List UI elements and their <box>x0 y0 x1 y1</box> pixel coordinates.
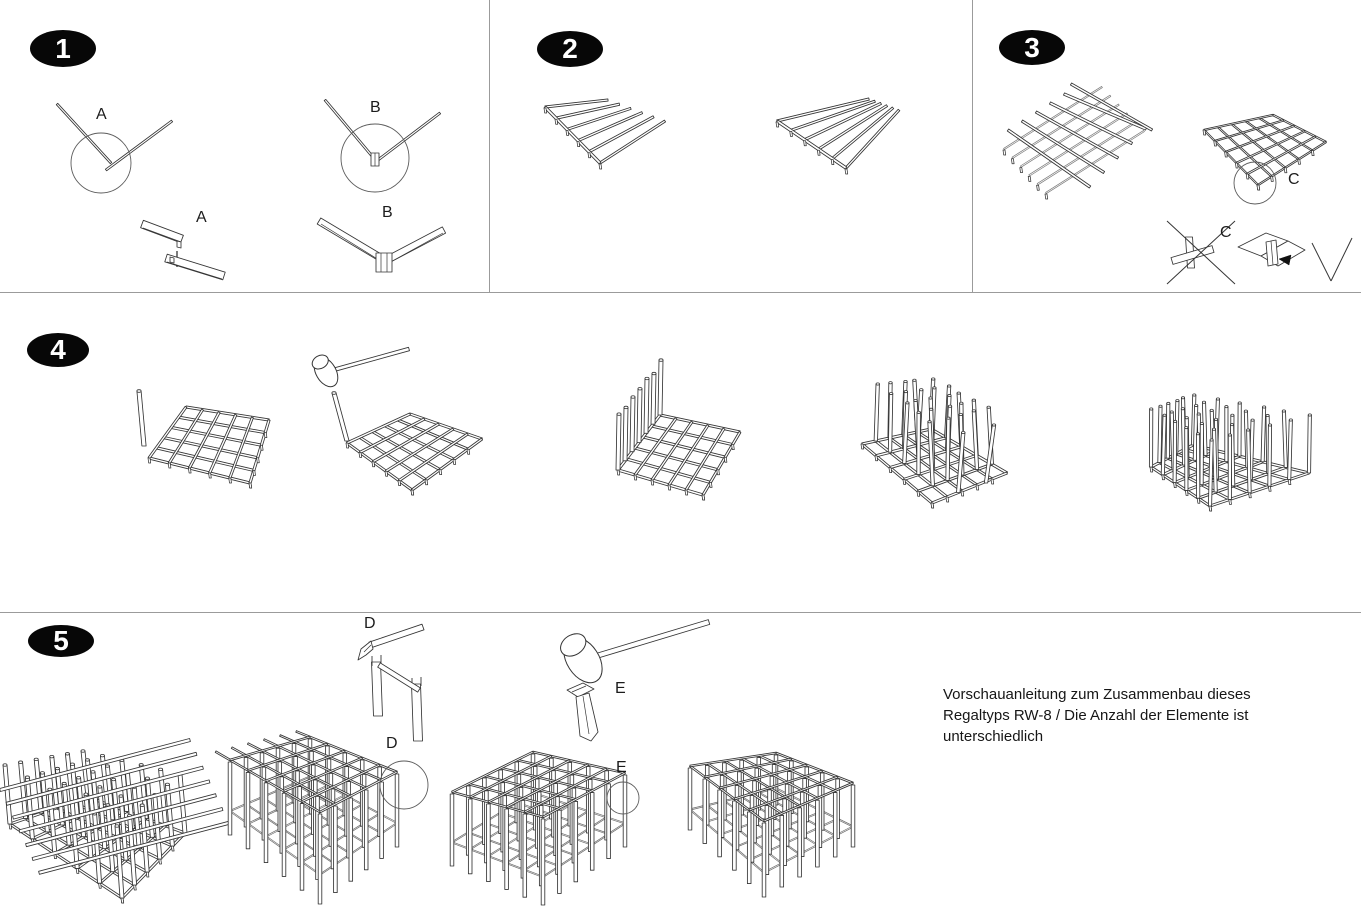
caption-line-2: Regaltyps RW-8 / Die Anzahl der Elemente ist <box>943 707 1249 724</box>
step1-rails-a <box>56 103 172 193</box>
step4-grid-posts-partial <box>861 378 1008 508</box>
label-step5-detail-d: D <box>364 615 376 632</box>
step5-joint-detail-d <box>358 624 424 741</box>
panel-divider-horizontal-2 <box>0 612 1361 613</box>
step-1-badge <box>30 30 96 67</box>
label-step5-detail-e: E <box>615 680 626 697</box>
step3-joint-detail-c-right <box>1238 233 1352 281</box>
step5-structure-caps <box>450 751 639 905</box>
label-step3-detail-c: C <box>1220 224 1232 241</box>
step5-structure-rails-loose <box>0 739 229 904</box>
panel-divider-horizontal-1 <box>0 292 1361 293</box>
label-step5-circle-e: E <box>616 759 627 776</box>
caption-line-3: unterschiedlich <box>943 728 1044 745</box>
step1-rails-b <box>324 99 440 192</box>
step3-lattice-loose <box>1003 83 1153 199</box>
step3-lattice-complete <box>1203 114 1326 204</box>
step-1-number: 1 <box>55 32 71 64</box>
step4-grid-mallet <box>309 347 482 495</box>
step1-joint-detail-b <box>317 218 445 272</box>
step-4-number: 4 <box>50 334 66 365</box>
label-step1-detail-b: B <box>382 204 393 221</box>
step-5-number: 5 <box>53 625 69 656</box>
label-step3-joint-c: C <box>1288 171 1300 188</box>
step-3-number: 3 <box>1024 31 1040 63</box>
step5-structure-rails-seated <box>215 731 428 904</box>
step5-mallet-cap-e <box>556 620 710 741</box>
step-4-badge <box>27 333 89 367</box>
step4-grid-posts-row <box>616 359 741 500</box>
step5-structure-complete <box>688 752 855 897</box>
step-2-number: 2 <box>562 33 578 64</box>
step4-grid-with-post <box>137 390 270 488</box>
caption-text <box>943 684 1251 747</box>
step-2-badge <box>537 31 603 67</box>
step-5-badge <box>28 625 94 657</box>
step2-rail-assembly-right <box>776 98 900 174</box>
caption-line-1: Vorschauanleitung zum Zusammenbau dieses <box>943 686 1251 703</box>
step-3-badge <box>999 30 1065 65</box>
label-step1-rail-a: A <box>96 106 107 123</box>
step4-grid-posts-complete <box>1149 394 1311 511</box>
label-step1-detail-a: A <box>196 209 207 226</box>
step1-joint-detail-a <box>141 220 226 279</box>
step2-rail-assembly-left <box>544 99 666 169</box>
label-step5-circle-d: D <box>386 735 398 752</box>
panel-divider-vertical-2 <box>972 0 973 292</box>
label-step1-rail-b: B <box>370 99 381 116</box>
panel-divider-vertical-1 <box>489 0 490 292</box>
